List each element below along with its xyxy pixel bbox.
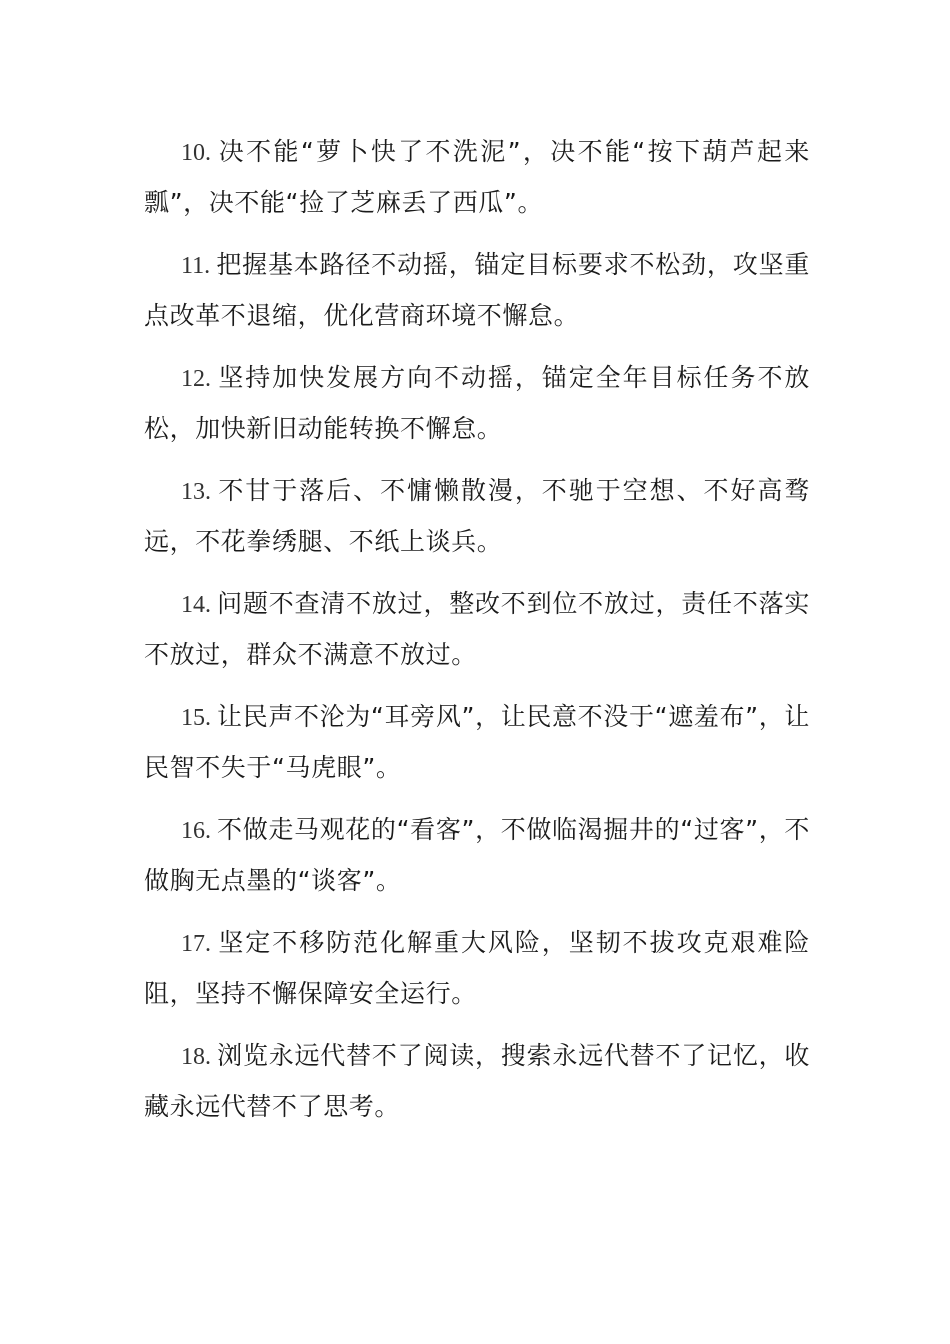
item-text: 问题不查清不放过，整改不到位不放过，责任不落实不放过，群众不满意不放过。 [144,589,810,669]
item-number: 13. [181,479,211,505]
item-text: 决不能“萝卜快了不洗泥”，决不能“按下葫芦起来瓢”，决不能“捡了芝麻丢了西瓜”。 [144,137,810,217]
list-item [144,240,810,341]
item-text: 不甘于落后、不慵懒散漫，不驰于空想、不好高骛远，不花拳绣腿、不纸上谈兵。 [144,476,810,556]
list-item [144,1031,810,1132]
item-number: 17. [181,931,211,957]
list-item [144,466,810,567]
list-item [144,579,810,680]
item-number: 15. [181,705,211,731]
document-body [144,127,810,1144]
item-number: 16. [181,818,211,844]
list-item [144,805,810,906]
item-number: 14. [181,592,211,618]
item-text: 坚定不移防范化解重大风险，坚韧不拔攻克艰难险阻，坚持不懈保障安全运行。 [144,928,810,1008]
item-number: 12. [181,366,211,392]
item-number: 18. [181,1044,211,1070]
item-number: 10. [181,140,211,166]
item-number: 11. [181,253,211,279]
item-text: 坚持加快发展方向不动摇，锚定全年目标任务不放松，加快新旧动能转换不懈怠。 [144,363,810,443]
list-item [144,692,810,793]
list-item [144,918,810,1019]
item-text: 不做走马观花的“看客”，不做临渴掘井的“过客”，不做胸无点墨的“谈客”。 [144,815,810,895]
list-item [144,127,810,228]
list-item [144,353,810,454]
item-text: 让民声不沦为“耳旁风”，让民意不没于“遮羞布”，让民智不失于“马虎眼”。 [144,702,810,782]
item-text: 把握基本路径不动摇，锚定目标要求不松劲，攻坚重点改革不退缩，优化营商环境不懈怠。 [144,250,810,330]
item-text: 浏览永远代替不了阅读，搜索永远代替不了记忆，收藏永远代替不了思考。 [144,1041,810,1121]
